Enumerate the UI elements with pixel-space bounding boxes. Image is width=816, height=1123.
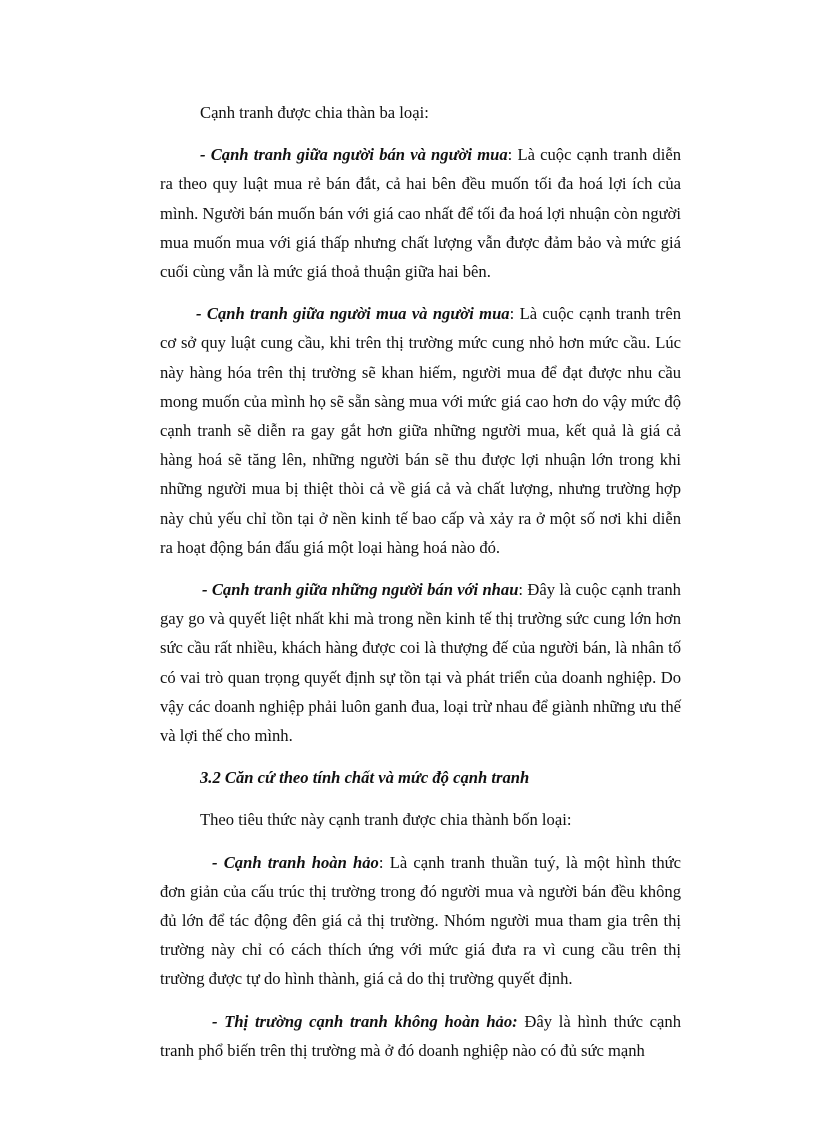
text-buyer-buyer: Là cuộc cạnh tranh trên cơ sở quy luật cung cầu, khi trên thị trường mức cung nhỏ hơn mức cầu. Lúc này hàng hóa trên thị trường sẽ khan hiếm, người mua để đạt được nhu cầu mong muốn của mình họ sẽ sẵn sàng mua với mức giá cao hơn do vậy mức độ cạnh tranh sẽ diễn ra gay gắt hơn giữa những người mua, kết quả là giá cả hàng hoá sẽ tăng lên, những người bán sẽ thu được lợi nhuận lớn trong khi những người mua bị thiệt thòi cả về giá cả và chất lượng, nhưng trường hợp này chủ yếu chỉ tồn tại ở nền kinh tế bao cấp và xảy ra ở một số nơi khi diễn ra hoạt động bán đấu giá một loại hàng hoá nào đó.	[160, 304, 681, 557]
text-imperfect-competition: Đây là hình thức cạnh tranh phổ biến trên thị trường mà ở đó doanh nghiệp nào có đủ sức mạnh	[160, 1011, 681, 1060]
intro2-paragraph	[160, 805, 681, 834]
paragraph-seller-seller: - Cạnh tranh giữa những người bán với nhau: Đây là cuộc cạnh tranh gay go và quyết liệt nhất khi mà trong nền kinh tế thị trường sức cung lớn hơn sức cầu rất nhiều, khách hàng được coi là thượng đế của người bán, là nhân tố có vai trò quan trọng quyết định sự tồn tại và phát triển của doanh nghiệp. Do vậy các doanh nghiệp phải luôn ganh đua, loại trừ nhau để giành những ưu thế và lợi thế cho mình.	[160, 580, 681, 746]
term-seller-buyer: - Cạnh tranh giữa người bán và người mua	[200, 145, 508, 165]
paragraph-imperfect-competition	[160, 1007, 681, 1065]
intro-text: Cạnh tranh được chia thàn ba loại:	[200, 103, 429, 122]
term-buyer-buyer: - Cạnh tranh giữa người mua và người mua	[196, 304, 510, 324]
text-perfect-competition: Là cạnh tranh thuần tuý, là một hình thức đơn giản của cấu trúc thị trường trong đó người mua và người bán đều không đủ lớn để tác động đên giá cả thị trường. Nhóm người mua tham gia trên thị trường này chỉ có cách thích ứng với mức giá đưa ra vì cung cầu trên thị trường được tự do hình thành, giá cả do thị trường quyết định.	[160, 852, 682, 989]
intro-paragraph	[160, 98, 681, 127]
paragraph-buyer-buyer: - Cạnh tranh giữa người mua và người mua: Là cuộc cạnh tranh trên cơ sở quy luật cung cầu, khi trên thị trường mức cung nhỏ hơn mức cầu. Lúc này hàng hóa trên thị trường sẽ khan hiếm, người mua để đạt được nhu cầu mong muốn của mình họ sẽ sẵn sàng mua với mức giá cao hơn do vậy mức độ cạnh tranh sẽ diễn ra gay gắt hơn giữa những người mua, kết quả là giá cả hàng hoá sẽ tăng lên, những người bán sẽ thu được lợi nhuận lớn trong khi những người mua bị thiệt thòi cả về giá cả và chất lượng, nhưng trường hợp này chủ yếu chỉ tồn tại ở nền kinh tế bao cấp và xảy ra ở một số nơi khi diễn ra hoạt động bán đấu giá một loại hàng hoá nào đó.	[160, 304, 681, 557]
term-seller-seller: - Cạnh tranh giữa những người bán với nhau	[202, 580, 519, 600]
paragraph-perfect-competition: - Cạnh tranh hoàn hảo: Là cạnh tranh thuần tuý, là một hình thức đơn giản của cấu trúc thị trường trong đó người mua và người bán đều không đủ lớn để tác động đên giá cả thị trường. Nhóm người mua tham gia trên thị trường này chỉ có cách thích ứng với mức giá đưa ra vì cung cầu trên thị trường được tự do hình thành, giá cả do thị trường quyết định.	[160, 852, 682, 989]
intro2-text: Theo tiêu thức này cạnh tranh được chia thành bốn loại:	[200, 810, 572, 830]
text-seller-seller: Đây là cuộc cạnh tranh gay go và quyết liệt nhất khi mà trong nền kinh tế thị trường sức cung lớn hơn sức cầu rất nhiều, khách hàng được coi là thượng đế của người bán, là nhân tố có vai trò quan trọng quyết định sự tồn tại và phát triển của doanh nghiệp. Do vậy các doanh nghiệp phải luôn ganh đua, loại trừ nhau để giành những ưu thế và lợi thế cho mình.	[160, 580, 681, 746]
term-perfect-competition: - Cạnh tranh hoàn hảo	[212, 852, 379, 872]
paragraph-seller-buyer: - Cạnh tranh giữa người bán và người mua: Là cuộc cạnh tranh diễn ra theo quy luật mua rẻ bán đắt, cả hai bên đều muốn tối đa hoá lợi ích của mình. Người bán muốn bán với giá cao nhất để tối đa hoá lợi nhuận còn người mua muốn mua với giá thấp nhưng chất lượng vẫn được đảm bảo và mức giá cuối cùng vẫn là mức giá thoả thuận giữa hai bên.	[160, 145, 681, 282]
text-seller-buyer: Là cuộc cạnh tranh diễn ra theo quy luật mua rẻ bán đắt, cả hai bên đều muốn tối đa hoá lợi ích của mình. Người bán muốn bán với giá cao nhất để tối đa hoá lợi nhuận còn người mua muốn mua với giá thấp nhưng chất lượng vẫn được đảm bảo và mức giá cuối cùng vẫn là mức giá thoả thuận giữa hai bên.	[160, 145, 681, 282]
section-heading: 3.2 Căn cứ theo tính chất và mức độ cạnh tranh	[200, 768, 530, 788]
term-imperfect-competition: - Thị trường cạnh tranh không hoàn hảo:	[212, 1011, 518, 1031]
